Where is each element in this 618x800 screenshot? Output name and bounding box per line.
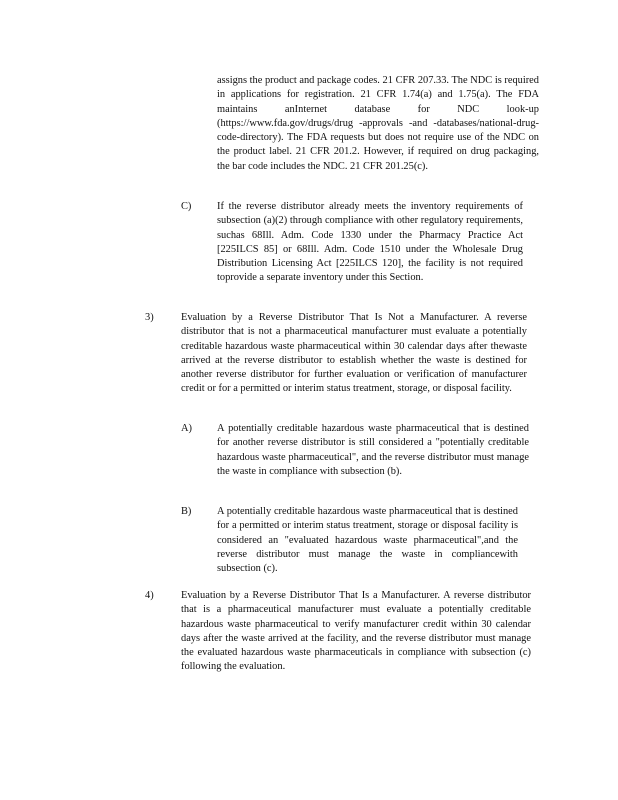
continuation-paragraph: assigns the product and package codes. 21 CFR 207.33. The NDC is required in applications for registration. 21 CFR 1.74(a) and 1.75(a). The FDA maintains anInternet database for NDC look-up (https://www.fda.gov/drugs/drug -approvals -and -databases/national-drug-code-directory). The FDA requests but does not require use of the NDC on the product label. 21 CFR 201.2. However, if required on drug packaging, the bar code includes the NDC. 21 CFR 201.25(c).: [217, 75, 539, 172]
item-label-a: A): [181, 423, 192, 434]
item-text-b: A potentially creditable hazardous waste pharmaceutical that is destined for a permitted or interim status treatment, storage or disposal facility is considered an "evaluated hazardous waste pharmaceutical",and the reverse distributor must manage the waste in compliancewith subsection (c).: [217, 506, 518, 575]
item-text-3: Evaluation by a Reverse Distributor That Is Not a Manufacturer. A reverse distributor that is not a pharmaceutical manufacturer must evaluate a potentially creditable hazardous waste pharmaceutical within 30 calendar days after thewaste arrived at the reverse distributor to establish whether the waste is destined for another reverse distributor for further evaluation or verification of manufacturer credit or for a permitted or interim status treatment, storage, or disposal facility.: [181, 312, 527, 395]
item-label-4: 4): [145, 590, 154, 601]
item-label-b: B): [181, 506, 192, 517]
item-label-3: 3): [145, 312, 154, 323]
item-label-c: C): [181, 201, 192, 212]
item-text-a: A potentially creditable hazardous waste pharmaceutical that is destined for another reverse distributor is still considered a "potentially creditable hazardous waste pharmaceutical", and the reverse distributor must manage the waste in compliance with subsection (b).: [217, 423, 529, 477]
item-text-c: If the reverse distributor already meets the inventory requirements of subsection (a)(2) through compliance with other regulatory requirements, suchas 68Ill. Adm. Code 1330 under the Pharmacy Practice Act [225ILCS 85] or 68Ill. Adm. Code 1510 under the Wholesale Drug Distribution Licensing Act [225ILCS 120], the facility is not required toprovide a separate inventory under this Section.: [217, 201, 523, 284]
item-text-4: Evaluation by a Reverse Distributor That Is a Manufacturer. A reverse distributor that is a pharmaceutical manufacturer must evaluate a potentially creditable hazardous waste pharmaceutical to verify manufacturer credit within 30 calendar days after the waste arrived at the facility, and the reverse distributor must manage the evaluated hazardous waste pharmaceuticals in compliance with subsection (c) following the evaluation.: [181, 590, 531, 673]
